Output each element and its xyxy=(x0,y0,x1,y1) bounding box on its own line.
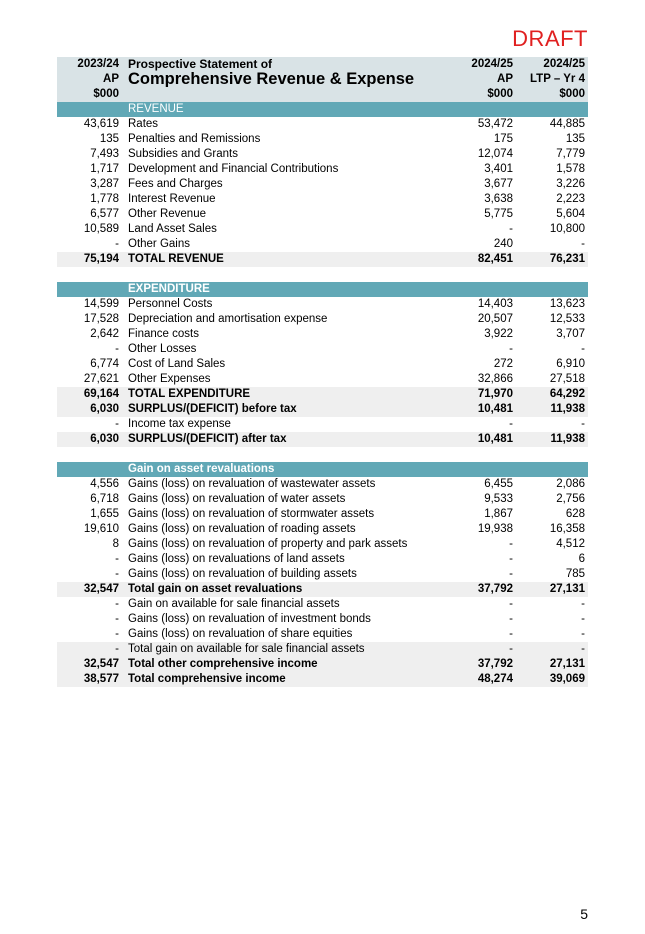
value-ap-2024-25: 272 xyxy=(493,358,513,370)
table-row xyxy=(57,132,588,147)
row-label: Gains (loss) on revaluation of water assets xyxy=(128,493,346,505)
row-label: Total gain on asset revaluations xyxy=(122,582,440,597)
value-ltp-yr4: 39,069 xyxy=(516,672,588,687)
value-ap-2024-25: - xyxy=(509,628,513,640)
value-ap-2023-24: 3,287 xyxy=(90,178,119,190)
col3-type: AP xyxy=(440,72,516,87)
value-ltp-yr4: 2,223 xyxy=(556,193,585,205)
table-row xyxy=(57,507,588,522)
value-ap-2023-24: - xyxy=(115,598,119,610)
col4-type: LTP – Yr 4 xyxy=(516,72,588,87)
header-row-years xyxy=(57,57,588,72)
row-label: Cost of Land Sales xyxy=(128,358,226,370)
table-row xyxy=(57,627,588,642)
section-header xyxy=(57,282,588,297)
row-label: Land Asset Sales xyxy=(128,223,217,235)
total-row xyxy=(57,657,588,672)
value-ltp-yr4: - xyxy=(516,642,588,657)
value-ltp-yr4: 16,358 xyxy=(549,523,585,535)
row-label: Other Losses xyxy=(128,343,197,355)
value-ap-2024-25: - xyxy=(509,538,513,550)
value-ap-2024-25: 175 xyxy=(493,133,513,145)
table-row xyxy=(57,372,588,387)
row-label: TOTAL EXPENDITURE xyxy=(122,387,440,402)
table-row xyxy=(57,357,588,372)
value-ltp-yr4: 1,578 xyxy=(556,163,585,175)
value-ltp-yr4: 27,131 xyxy=(516,582,588,597)
row-label: Rates xyxy=(128,118,159,130)
row-label: Gains (loss) on revaluations of land assets xyxy=(128,553,345,565)
value-ap-2023-24: 10,589 xyxy=(83,223,119,235)
value-ltp-yr4: - xyxy=(581,628,585,640)
value-ltp-yr4: - xyxy=(581,598,585,610)
spacer-row xyxy=(57,267,588,282)
table-row xyxy=(57,237,588,252)
value-ltp-yr4: 135 xyxy=(565,133,585,145)
value-ltp-yr4: 2,086 xyxy=(556,478,585,490)
value-ap-2024-25: - xyxy=(509,598,513,610)
value-ap-2024-25: 20,507 xyxy=(477,313,513,325)
row-label: Total comprehensive income xyxy=(122,672,440,687)
statement-table xyxy=(57,57,588,687)
col4-unit: $000 xyxy=(516,87,588,102)
row-label: Other Revenue xyxy=(128,208,206,220)
value-ap-2023-24: 17,528 xyxy=(83,313,119,325)
value-ap-2024-25: 10,481 xyxy=(440,432,516,447)
table-row xyxy=(57,147,588,162)
value-ap-2024-25: 9,533 xyxy=(484,493,513,505)
table-row xyxy=(57,597,588,612)
value-ap-2024-25: - xyxy=(509,223,513,235)
row-label: Other Expenses xyxy=(128,373,211,385)
value-ap-2024-25: - xyxy=(440,642,516,657)
value-ltp-yr4: 27,518 xyxy=(549,373,585,385)
value-ap-2023-24: - xyxy=(115,613,119,625)
row-label: SURPLUS/(DEFICIT) before tax xyxy=(122,402,440,417)
value-ap-2024-25: 3,922 xyxy=(484,328,513,340)
value-ltp-yr4: 2,756 xyxy=(556,493,585,505)
value-ap-2024-25: - xyxy=(509,343,513,355)
table-row xyxy=(57,222,588,237)
value-ap-2024-25: 3,677 xyxy=(484,178,513,190)
value-ap-2023-24: - xyxy=(115,343,119,355)
value-ltp-yr4: 6,910 xyxy=(556,358,585,370)
value-ltp-yr4: 11,938 xyxy=(516,432,588,447)
value-ltp-yr4: 11,938 xyxy=(516,402,588,417)
value-ap-2024-25: 6,455 xyxy=(484,478,513,490)
row-label: Gains (loss) on revaluation of wastewater assets xyxy=(128,478,376,490)
col3-year: 2024/25 xyxy=(440,57,516,72)
table-row xyxy=(57,477,588,492)
row-label: Total other comprehensive income xyxy=(122,657,440,672)
table-row xyxy=(57,117,588,132)
value-ap-2023-24: - xyxy=(115,418,119,430)
row-label: Gains (loss) on revaluation of property and park assets xyxy=(128,538,408,550)
value-ap-2023-24: 1,717 xyxy=(90,163,119,175)
value-ap-2023-24: 43,619 xyxy=(83,118,119,130)
value-ap-2023-24: - xyxy=(115,553,119,565)
row-label: Gains (loss) on revaluation of stormwater assets xyxy=(128,508,375,520)
table-row xyxy=(57,642,588,657)
value-ltp-yr4: 27,131 xyxy=(516,657,588,672)
section-header xyxy=(57,102,588,117)
value-ltp-yr4: - xyxy=(581,613,585,625)
total-row xyxy=(57,582,588,597)
value-ap-2023-24: 6,577 xyxy=(90,208,119,220)
value-ap-2023-24: 6,030 xyxy=(57,402,122,417)
row-label: SURPLUS/(DEFICIT) after tax xyxy=(122,432,440,447)
value-ap-2023-24: 38,577 xyxy=(57,672,122,687)
table-row xyxy=(57,492,588,507)
value-ap-2024-25: 48,274 xyxy=(440,672,516,687)
value-ap-2024-25: - xyxy=(509,613,513,625)
value-ap-2023-24: 75,194 xyxy=(57,252,122,267)
value-ltp-yr4: 3,226 xyxy=(556,178,585,190)
total-row xyxy=(57,387,588,402)
value-ap-2023-24: - xyxy=(57,642,122,657)
page-number: 5 xyxy=(580,906,588,922)
header-row-units xyxy=(57,87,588,102)
row-label: Penalties and Remissions xyxy=(128,133,261,145)
page-title-line1: Prospective Statement of xyxy=(122,57,440,72)
value-ap-2024-25: 53,472 xyxy=(477,118,513,130)
row-label: Total gain on available for sale financial assets xyxy=(122,642,440,657)
value-ltp-yr4: - xyxy=(581,238,585,250)
total-row xyxy=(57,432,588,447)
section-label: Gain on asset revaluations xyxy=(122,462,440,477)
row-label: Gains (loss) on revaluation of roading assets xyxy=(128,523,356,535)
value-ap-2023-24: 19,610 xyxy=(83,523,119,535)
value-ap-2023-24: 69,164 xyxy=(57,387,122,402)
value-ap-2023-24: 27,621 xyxy=(83,373,119,385)
col3-unit: $000 xyxy=(440,87,516,102)
value-ap-2023-24: 32,547 xyxy=(57,582,122,597)
value-ap-2023-24: 1,778 xyxy=(90,193,119,205)
value-ltp-yr4: 785 xyxy=(565,568,585,580)
draft-watermark: DRAFT xyxy=(512,26,588,51)
value-ltp-yr4: 44,885 xyxy=(549,118,585,130)
value-ap-2024-25: 32,866 xyxy=(477,373,513,385)
value-ltp-yr4: 10,800 xyxy=(549,223,585,235)
value-ltp-yr4: 3,707 xyxy=(556,328,585,340)
value-ap-2023-24: 135 xyxy=(99,133,119,145)
spacer-row xyxy=(57,447,588,462)
value-ap-2024-25: 14,403 xyxy=(477,298,513,310)
value-ltp-yr4: 12,533 xyxy=(549,313,585,325)
section-header xyxy=(57,462,588,477)
section-label: REVENUE xyxy=(122,102,440,117)
row-label: Gain on available for sale financial assets xyxy=(128,598,340,610)
row-label: Personnel Costs xyxy=(128,298,213,310)
col1-type: AP xyxy=(57,72,122,87)
value-ap-2024-25: - xyxy=(509,568,513,580)
row-label: Gains (loss) on revaluation of building assets xyxy=(128,568,357,580)
table-row xyxy=(57,537,588,552)
table-row xyxy=(57,312,588,327)
value-ap-2024-25: 82,451 xyxy=(440,252,516,267)
table-row xyxy=(57,417,588,432)
table-row xyxy=(57,177,588,192)
value-ltp-yr4: 13,623 xyxy=(549,298,585,310)
table-row xyxy=(57,552,588,567)
table-row xyxy=(57,297,588,312)
table-row xyxy=(57,342,588,357)
total-row xyxy=(57,402,588,417)
value-ap-2023-24: 8 xyxy=(112,538,119,550)
table-row xyxy=(57,612,588,627)
value-ap-2023-24: 32,547 xyxy=(57,657,122,672)
value-ap-2023-24: 7,493 xyxy=(90,148,119,160)
section-label: EXPENDITURE xyxy=(122,282,440,297)
value-ap-2024-25: 1,867 xyxy=(484,508,513,520)
value-ap-2024-25: 71,970 xyxy=(440,387,516,402)
total-row xyxy=(57,672,588,687)
value-ap-2024-25: 37,792 xyxy=(440,657,516,672)
value-ltp-yr4: - xyxy=(581,418,585,430)
value-ap-2024-25: 3,401 xyxy=(484,163,513,175)
value-ap-2023-24: - xyxy=(115,628,119,640)
value-ap-2023-24: 14,599 xyxy=(83,298,119,310)
value-ap-2023-24: - xyxy=(115,238,119,250)
value-ap-2024-25: 12,074 xyxy=(477,148,513,160)
value-ap-2023-24: 1,655 xyxy=(90,508,119,520)
value-ap-2023-24: - xyxy=(115,568,119,580)
value-ltp-yr4: 4,512 xyxy=(556,538,585,550)
row-label: Depreciation and amortisation expense xyxy=(128,313,328,325)
row-label: Gains (loss) on revaluation of investment bonds xyxy=(128,613,371,625)
col1-year: 2023/24 xyxy=(57,57,122,72)
value-ap-2023-24: 6,718 xyxy=(90,493,119,505)
value-ap-2024-25: - xyxy=(509,418,513,430)
page-title-line2: Comprehensive Revenue & Expense xyxy=(122,72,440,87)
table-row xyxy=(57,207,588,222)
value-ltp-yr4: 628 xyxy=(565,508,585,520)
value-ap-2024-25: 3,638 xyxy=(484,193,513,205)
value-ltp-yr4: 7,779 xyxy=(556,148,585,160)
row-label: Finance costs xyxy=(128,328,199,340)
header-row-types xyxy=(57,72,588,87)
value-ap-2024-25: 10,481 xyxy=(440,402,516,417)
value-ap-2023-24: 6,774 xyxy=(90,358,119,370)
table-row xyxy=(57,192,588,207)
value-ap-2023-24: 2,642 xyxy=(90,328,119,340)
value-ltp-yr4: 64,292 xyxy=(516,387,588,402)
table-row xyxy=(57,162,588,177)
value-ap-2024-25: - xyxy=(509,553,513,565)
table-row xyxy=(57,567,588,582)
row-label: Gains (loss) on revaluation of share equities xyxy=(128,628,353,640)
value-ltp-yr4: 5,604 xyxy=(556,208,585,220)
row-label: Other Gains xyxy=(128,238,190,250)
table-row xyxy=(57,327,588,342)
value-ap-2024-25: 240 xyxy=(493,238,513,250)
value-ap-2024-25: 5,775 xyxy=(484,208,513,220)
col1-unit: $000 xyxy=(57,87,122,102)
value-ltp-yr4: 76,231 xyxy=(516,252,588,267)
row-label: Subsidies and Grants xyxy=(128,148,238,160)
value-ap-2023-24: 4,556 xyxy=(90,478,119,490)
value-ltp-yr4: - xyxy=(581,343,585,355)
col4-year: 2024/25 xyxy=(516,57,588,72)
row-label: Development and Financial Contributions xyxy=(128,163,339,175)
table-row xyxy=(57,522,588,537)
total-row xyxy=(57,252,588,267)
value-ap-2024-25: 37,792 xyxy=(440,582,516,597)
value-ltp-yr4: 6 xyxy=(578,553,585,565)
value-ap-2023-24: 6,030 xyxy=(57,432,122,447)
row-label: Interest Revenue xyxy=(128,193,216,205)
row-label: Fees and Charges xyxy=(128,178,223,190)
row-label: TOTAL REVENUE xyxy=(122,252,440,267)
row-label: Income tax expense xyxy=(128,418,231,430)
value-ap-2024-25: 19,938 xyxy=(477,523,513,535)
